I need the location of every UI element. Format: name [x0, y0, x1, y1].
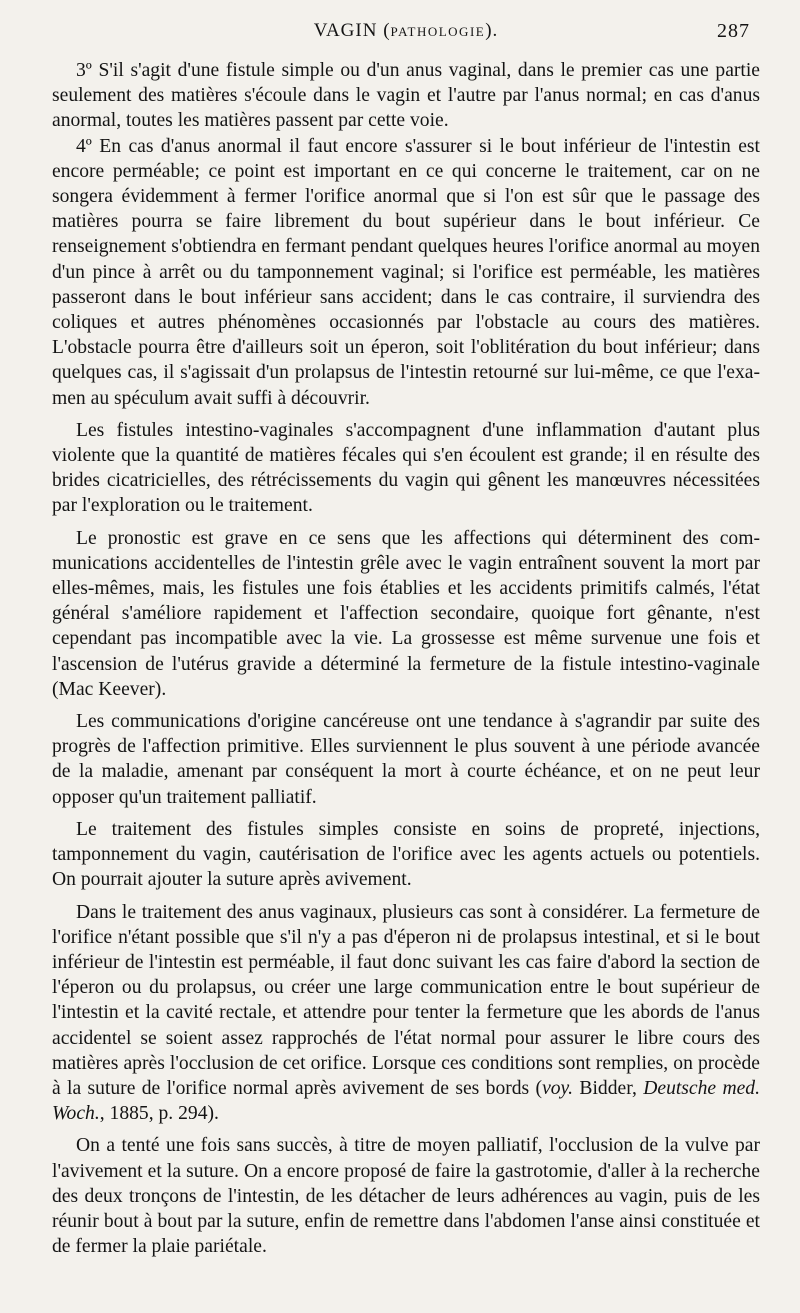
title-subsection: PATHOLOGIE — [390, 24, 486, 39]
citation-details: , 1885, p. 294). — [99, 1103, 219, 1125]
paragraph-point-4: 4º En cas d'anus anormal il faut encore s'assurer si le bout inférieur de l'intestin est encore perméable; ce point est important en ce qui concerne le traitement, car on ne songera évidemment à fermer l'orifice anormal que si l'on est sûr que le passage des matières pourra se faire librement du bout supérieur dans le bout inférieur. Ce renseignement s'obtiendra en fermant pendant quelques heures l'orifice anormal au moyen d'un pince à arrêt ou du tamponnement vaginal; si l'orifice est perméable, les matières passeront dans le bout inférieur sans accident; dans le cas contraire, il surviendra des coliques et autres phénomènes occasionnés par l'obstacle au cours des matières. L'obstacle pourra être d'ailleurs soit un éperon, soit l'oblitération du bout inférieur; dans quelques cas, il s'agissait d'un prolapsus de l'intestin retourné sur lui-même, ce que l'examen au spéculum avait suffi à découvrir. — [52, 135, 760, 409]
paragraph-cancer: Les communications d'origine cancéreuse ont une tendance à s'agrandir par suite des progrès de l'affection primitive. Elles surviennent le plus souvent à une période avancée de la maladie, amenant par conséquent la mort à courte échéance, et on ne peut leur opposer qu'un traitement palliatif. — [52, 711, 760, 808]
running-header — [52, 18, 760, 52]
citation-journal: Deutsche med. Woch. — [52, 1077, 761, 1125]
paragraph-prognosis: Le pronostic est grave en ce sens que les affections qui déterminent des communications accidentelles de l'intestin grêle avec le vagin entraînent souvent la mort par elles-mêmes, mais, les fistules une fois établies et les accidents primitifs calmés, l'état général s'améliore rapidement et l'affection secondaire, quoique fort gênante, n'est cependant pas incompatible avec la vie. La grossesse est même survenue une fois et l'ascension de l'utérus gravide a déterminé la fermeture de la fistule intestino-vaginale (Mac Keever). — [52, 527, 760, 700]
paragraph-inflammation: Les fistules intestino-vaginales s'accompagnent d'une inflammation d'autant plus violente que la quantité de matières fécales qui s'en écoulent est grande; il en résulte des brides cicatricielles, des rétrécissements du vagin qui gênent les manœuvres nécessitées par l'exploration ou le traitement. — [52, 419, 760, 517]
paragraph-palliative: On a tenté une fois sans succès, à titre de moyen palliatif, l'occlusion de la vulve par l'avivement et la suture. On a encore proposé de faire la gastrotomie, d'aller à la recherche des deux tronçons de l'intestin, de les détacher de leurs adhérences au vagin, puis de les réunir bout à bout par la suture, enfin de remettre dans l'abdomen l'anse ainsi constituée et de fermer la plaie pariétale. — [52, 1135, 760, 1258]
running-title — [52, 20, 760, 42]
citation-voy: voy. — [542, 1077, 574, 1099]
page-number: 287 — [717, 20, 750, 42]
body-text — [52, 58, 760, 1259]
title-main: VAGIN ( — [313, 20, 391, 41]
paragraph-point-3: 3º S'il s'agit d'une fistule simple ou d'un anus vaginal, dans le premier cas une partie seulement des matières s'écoule dans le vagin et l'autre par l'anus normal; en cas d'anus anormal, toutes les matières passent par cette voie. — [52, 60, 760, 132]
title-end: ). — [485, 20, 499, 41]
citation-author: Bidder, — [573, 1077, 644, 1099]
paragraph-treatment-fistules: Le traitement des fistules simples consiste en soins de propreté, injections, tamponnement du vagin, cautérisation de l'orifice avec les agents actuels ou potentiels. On pourrait ajouter la suture après avivement. — [52, 818, 760, 891]
paragraph-treatment-anus-text: Dans le traitement des anus vaginaux, plusieurs cas sont à considérer. La fermeture de l'orifice n'étant possible que s'il n'y a pas d'éperon ni de prolapsus intestinal, et si le bout inférieur de l'intestin est perméable, il faut donc suivant les cas faire d'abord la section de l'éperon ou du prolapsus, ou créer une large communication entre le bout supérieur de l'intestin et la cavité rectale, et attendre pour tenter la fermeture que les abords de l'anus accidentel se soient assez rapprochés de l'état normal pour assurer le libre cours des matières après l'occlusion de cet orifice. Lorsque ces conditions sont remplies, on procède à la suture de l'orifice normal après avivement de ses bords ( — [52, 901, 760, 1099]
paragraph-treatment-anus — [52, 900, 760, 1127]
